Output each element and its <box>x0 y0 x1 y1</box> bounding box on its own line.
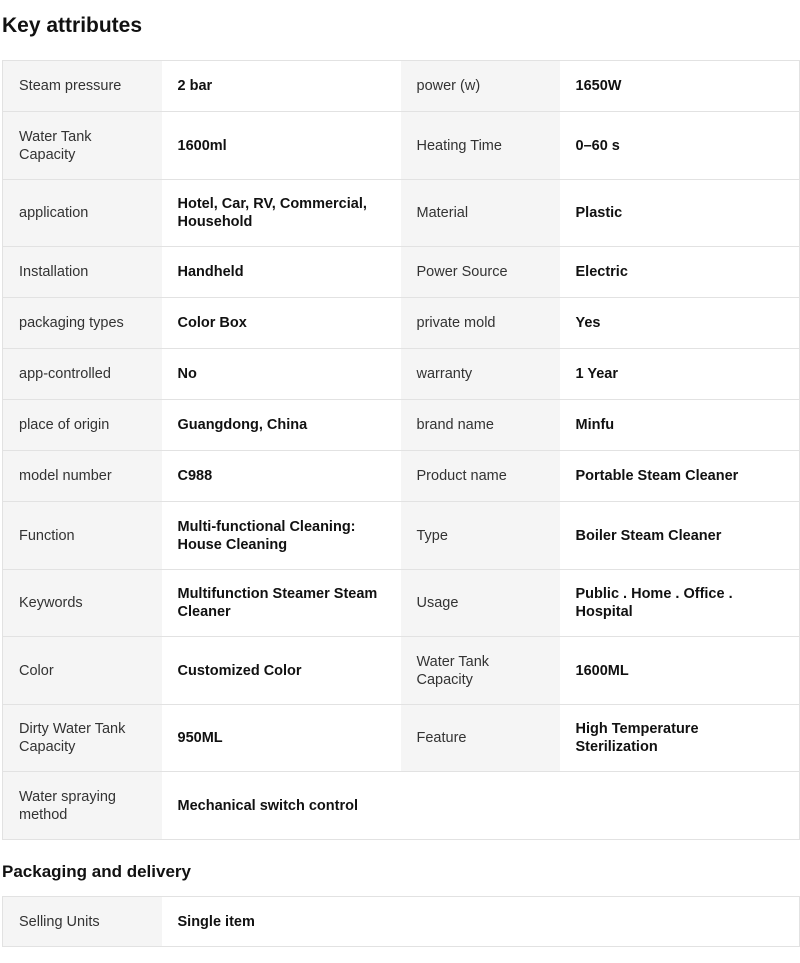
attribute-value: 2 bar <box>162 61 401 112</box>
attribute-value: 1650W <box>560 61 800 112</box>
attribute-row <box>3 349 800 400</box>
attribute-row <box>3 772 800 840</box>
attribute-label: Type <box>401 502 560 570</box>
attribute-value: 950ML <box>162 705 401 772</box>
attribute-row <box>3 400 800 451</box>
attribute-value: Color Box <box>162 298 401 349</box>
attribute-label: Function <box>3 502 162 570</box>
attribute-value: 1600ml <box>162 112 401 180</box>
attribute-label: Product name <box>401 451 560 502</box>
attribute-label: Power Source <box>401 247 560 298</box>
attribute-label: Feature <box>401 705 560 772</box>
key-attributes-table <box>2 60 800 840</box>
attribute-label: Installation <box>3 247 162 298</box>
attribute-value: Multi-functional Cleaning: House Cleaning <box>162 502 401 570</box>
attribute-row <box>3 180 800 247</box>
attribute-row <box>3 247 800 298</box>
attribute-value: Public . Home . Office . Hospital <box>560 570 800 637</box>
attribute-label: packaging types <box>3 298 162 349</box>
packaging-delivery-heading: Packaging and delivery <box>2 862 191 881</box>
attribute-row <box>3 637 800 705</box>
attribute-label: model number <box>3 451 162 502</box>
attribute-value: Multifunction Steamer Steam Cleaner <box>162 570 401 637</box>
attribute-label: Selling Units <box>3 897 162 947</box>
packaging-table <box>2 896 800 947</box>
attribute-value: Single item <box>162 897 800 947</box>
attribute-value: Electric <box>560 247 800 298</box>
attribute-value: Customized Color <box>162 637 401 705</box>
attribute-row <box>3 61 800 112</box>
attribute-label: Usage <box>401 570 560 637</box>
attribute-row <box>3 451 800 502</box>
attribute-label: warranty <box>401 349 560 400</box>
attribute-label: Color <box>3 637 162 705</box>
attribute-value: No <box>162 349 401 400</box>
attribute-value: Guangdong, China <box>162 400 401 451</box>
attribute-label: Heating Time <box>401 112 560 180</box>
attribute-row <box>3 570 800 637</box>
attribute-label: application <box>3 180 162 247</box>
attribute-value: Plastic <box>560 180 800 247</box>
attribute-value: Portable Steam Cleaner <box>560 451 800 502</box>
attribute-row <box>3 112 800 180</box>
attribute-label: brand name <box>401 400 560 451</box>
attribute-label: power (w) <box>401 61 560 112</box>
attribute-label: Water Tank Capacity <box>401 637 560 705</box>
attribute-value: Yes <box>560 298 800 349</box>
key-attributes-heading: Key attributes <box>2 14 143 37</box>
attribute-label: Material <box>401 180 560 247</box>
attribute-label: Dirty Water Tank Capacity <box>3 705 162 772</box>
attribute-row <box>3 298 800 349</box>
attribute-value: Mechanical switch control <box>162 772 800 840</box>
attribute-value: High Temperature Sterilization <box>560 705 800 772</box>
attribute-row <box>3 502 800 570</box>
attribute-value: 1 Year <box>560 349 800 400</box>
attribute-value: Handheld <box>162 247 401 298</box>
attribute-value: Minfu <box>560 400 800 451</box>
attribute-value: 0–60 s <box>560 112 800 180</box>
attribute-label: app-controlled <box>3 349 162 400</box>
attribute-row <box>3 705 800 772</box>
attribute-value: Boiler Steam Cleaner <box>560 502 800 570</box>
attribute-row <box>3 897 800 947</box>
attribute-value: Hotel, Car, RV, Commercial, Household <box>162 180 401 247</box>
attribute-label: Water spraying method <box>3 772 162 840</box>
attribute-label: Steam pressure <box>3 61 162 112</box>
attribute-label: private mold <box>401 298 560 349</box>
attribute-label: Water Tank Capacity <box>3 112 162 180</box>
attribute-label: Keywords <box>3 570 162 637</box>
attribute-value: C988 <box>162 451 401 502</box>
attribute-value: 1600ML <box>560 637 800 705</box>
attribute-label: place of origin <box>3 400 162 451</box>
